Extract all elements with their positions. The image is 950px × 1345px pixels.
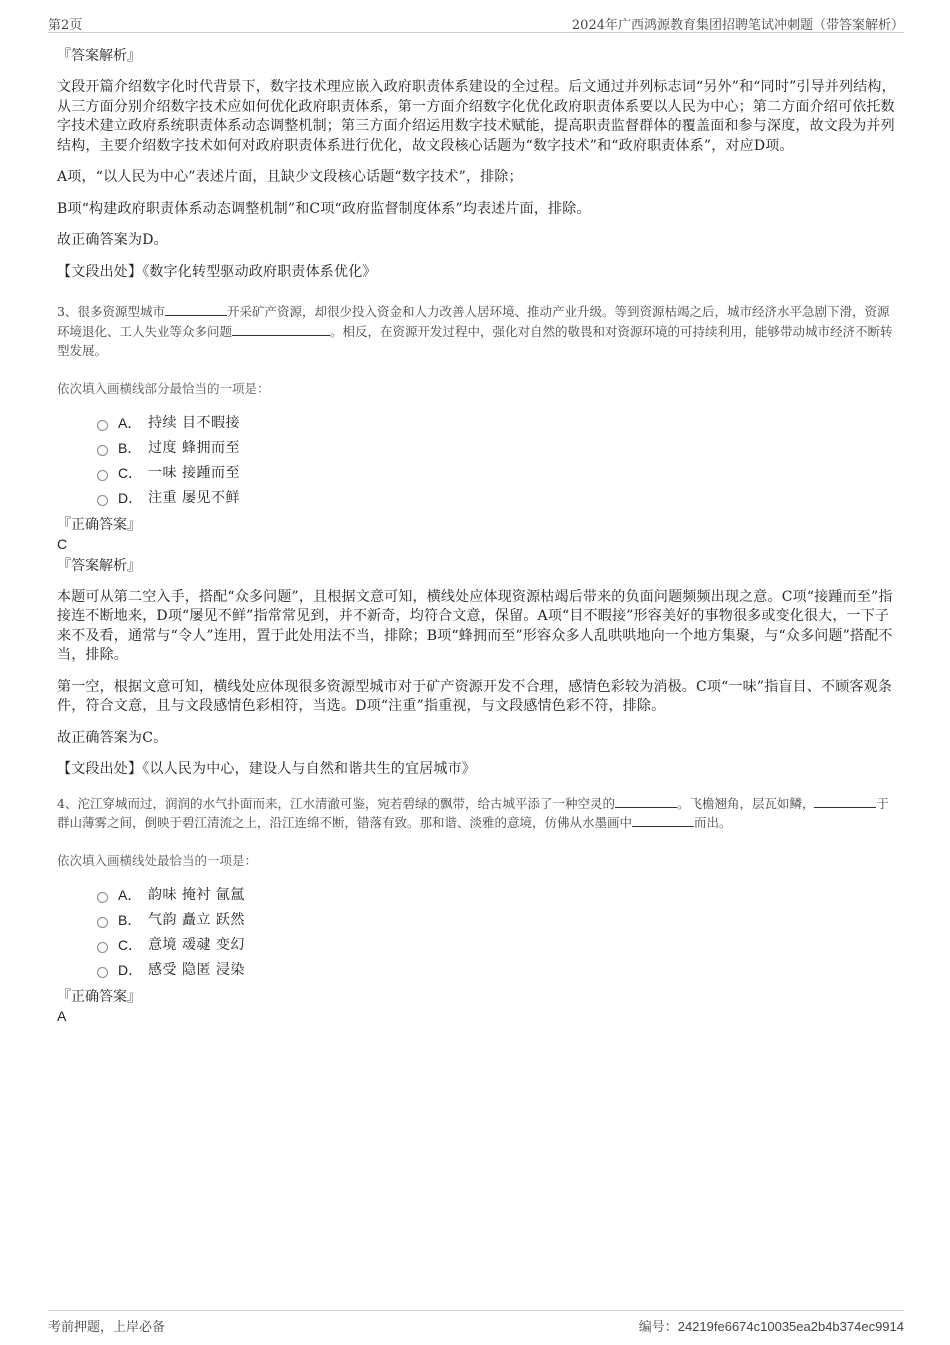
q2-analysis-p4: 故正确答案为D。 [57,232,168,248]
q3-option-b[interactable]: B． 过度 蜂拥而至 [97,436,897,461]
q3-option-a[interactable]: A． 持续 目不暇接 [97,411,897,436]
q3-analysis-label: 『答案解析』 [57,557,141,574]
q3-blank-2 [232,323,330,336]
radio-icon[interactable] [97,942,108,953]
radio-icon[interactable] [97,445,108,456]
radio-icon[interactable] [97,495,108,506]
radio-icon[interactable] [97,917,108,928]
q3-option-c[interactable]: C． 一味 接踵而至 [97,461,897,486]
q4-option-d[interactable]: D． 感受 隐匿 浸染 [97,958,897,983]
q4-stem: 4、沱江穿城而过，润润的水气扑面而来，江水清澈可鉴，宛若碧绿的飘带，给古城平添了一种空灵的 。飞檐翘角，层瓦如鳞， 于群山薄雾之间，倒映于碧江清流之上，沿江连绵不断，错落有致。那和谐、淡雅的意境，仿佛从水墨画中 而出。 [57,795,889,830]
q4-blank-2 [814,795,876,808]
q4-answer-label: 『正确答案』 [57,988,141,1005]
q4-blank-1 [615,795,677,808]
page-header [48,12,904,33]
q4-options [57,883,897,983]
document-title: 2024年广西鸿源教育集团招聘笔试冲刺题（带答案解析） [571,18,904,33]
q2-analysis-p3: B项“构建政府职责体系动态调整机制”和C项“政府监督制度体系”均表述片面，排除。 [57,200,591,217]
q3-options [57,411,897,511]
page-footer [48,1310,904,1337]
q4-prompt: 依次填入画横线处最恰当的一项是： [57,852,258,868]
radio-icon[interactable] [97,892,108,903]
q4-option-a[interactable]: A． 韵味 掩衬 氤氲 [97,883,897,908]
q3-prompt: 依次填入画横线部分最恰当的一项是： [57,380,270,396]
radio-icon[interactable] [97,967,108,978]
q3-stem: 3、很多资源型城市 开采矿产资源，却很少投入资金和人力改善人居环境、推动产业升级。等到资源枯竭之后，城市经济水平急剧下滑，资源环境退化、工人失业等众多问题 。相反，在资源开发过程中，强化对自然的敬畏和对资源环境的可持续利用，能够带动城市经济不断转型发展。 [57,304,893,358]
q2-source: 【文段出处】《数字化转型驱动政府职责体系优化》 [57,263,377,280]
footer-slogan: 考前押题，上岸必备 [48,1320,166,1335]
q4-answer: A [57,1007,67,1024]
q2-analysis-p2: A项，“以人民为中心”表述片面，且缺少文段核心话题“数字技术”，排除； [57,169,523,185]
q3-analysis-p1: 本题可从第二空入手，搭配“众多问题”，且根据文意可知，横线处应体现资源枯竭后带来的负面问题频频出现之意。C项“接踵而至”指接连不断地来，D项“屡见不鲜”指常常见到，并不新奇，均符合文意，保留。A项“目不暇接”形容美好的事物很多或变化很大，一下子来不及看，通常与“令人”连用，置于此处用法不当，排除；B项“蜂拥而至”形容众多人乱哄哄地向一个地方集聚，与“众多问题”搭配不当，排除。 [57,588,893,663]
radio-icon[interactable] [97,470,108,481]
q4-blank-3 [632,814,694,827]
content [57,46,897,1026]
q3-answer-label: 『正确答案』 [57,516,141,533]
q3-analysis-p2: 第一空，根据文意可知，横线处应体现很多资源型城市对于矿产资源开发不合理，感情色彩较为消极。C项“一味”指盲目、不顾客观条件，符合文意，且与文段感情色彩相符，当选。D项“注重”指重视，与文段感情色彩不符，排除。 [57,678,893,714]
q2-analysis-p1: 文段开篇介绍数字化时代背景下，数字技术理应嵌入政府职责体系建设的全过程。后文通过并列标志词“另外”和“同时”引导并列结构，从三方面分别介绍数字技术应如何优化政府职责体系，第一方面介绍数字化优化政府职责体系要以人民为中心；第二方面介绍可依托数字技术建立政府系统职责体系动态调整机制；第三方面介绍运用数字技术赋能，提高职责监督群体的覆盖面和参与深度，故文段为并列结构，主要介绍数字技术如何对政府职责体系进行优化，故文段核心话题为“数字技术”和“政府职责体系”，对应D项。 [57,79,896,154]
q3-blank-1 [165,303,227,316]
q3-source: 【文段出处】《以人民为中心，建设人与自然和谐共生的宜居城市》 [57,761,476,777]
q4-option-c[interactable]: C． 意境 叆叇 变幻 [97,933,897,958]
q3-answer: C [57,535,68,552]
q3-option-d[interactable]: D． 注重 屡见不鲜 [97,486,897,511]
q3-analysis-p3: 故正确答案为C。 [57,729,168,746]
radio-icon[interactable] [97,420,108,431]
page-number: 第2页 [48,18,83,33]
q2-analysis-label: 『答案解析』 [57,48,141,64]
document-code: 编号：24219fe6674c10035ea2b4b374ec9914 [638,1319,904,1334]
q4-option-b[interactable]: B． 气韵 矗立 跃然 [97,908,897,933]
